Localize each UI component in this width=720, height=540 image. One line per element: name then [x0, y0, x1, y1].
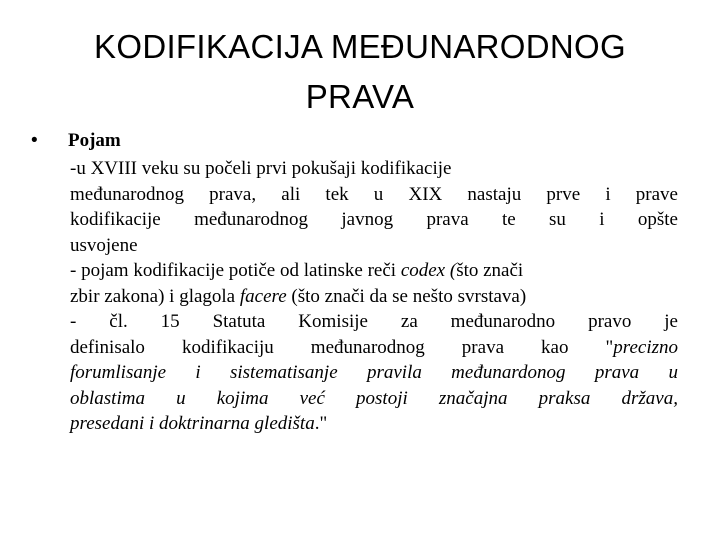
text-run: ." — [314, 413, 328, 434]
title-line-2: PRAVA — [305, 78, 415, 115]
bullet-item-pojam — [28, 128, 678, 156]
paragraph-line — [70, 335, 678, 361]
bullet-heading: Pojam — [68, 130, 121, 151]
italic-quote-line: forumlisanje i sistematisanje pravila međunardonog prava u — [70, 362, 678, 383]
paragraph-line — [70, 284, 678, 310]
title-line-1: KODIFIKACIJA MEĐUNARODNOG — [94, 28, 626, 65]
bullet-icon: • — [31, 130, 38, 151]
paragraph-line — [70, 411, 678, 437]
italic-quote-line: oblastima u kojima već postoji značajna praksa država, — [70, 387, 678, 409]
paragraph-etymology — [28, 258, 678, 309]
slide-body — [28, 128, 678, 437]
text-run: što znači — [456, 260, 524, 281]
italic-term-facere: facere — [239, 285, 287, 307]
paragraph-line: kodifikacije međunarodnog javnog prava te su i opšte — [70, 209, 678, 230]
slide-title — [0, 22, 720, 122]
text-run: definisalo kodifikaciju međunarodnog prava kao " — [70, 336, 614, 358]
text-run: zbir zakona) i glagola — [70, 285, 240, 307]
text-run: (što znači da se nešto svrstava) — [286, 285, 527, 307]
paragraph-line: - čl. 15 Statuta Komisije za međunarodno pravo je — [70, 311, 678, 332]
italic-quote-end: presedani i doktrinarna gledišta — [70, 413, 315, 434]
paragraph-history — [28, 156, 678, 258]
italic-term-codex: codex ( — [400, 260, 457, 281]
text-run: - pojam kodifikacije potiče od latinske reči — [70, 260, 401, 281]
paragraph-line: međunarodnog prava, ali tek u XIX nastaju prve i prave — [70, 183, 678, 205]
paragraph-statute — [28, 309, 678, 437]
paragraph-line — [70, 258, 678, 284]
paragraph-line: -u XVIII veku su počeli prvi pokušaji kodifikacije — [70, 158, 452, 179]
paragraph-line: usvojene — [70, 234, 138, 256]
italic-quote-start: precizno — [613, 336, 678, 358]
